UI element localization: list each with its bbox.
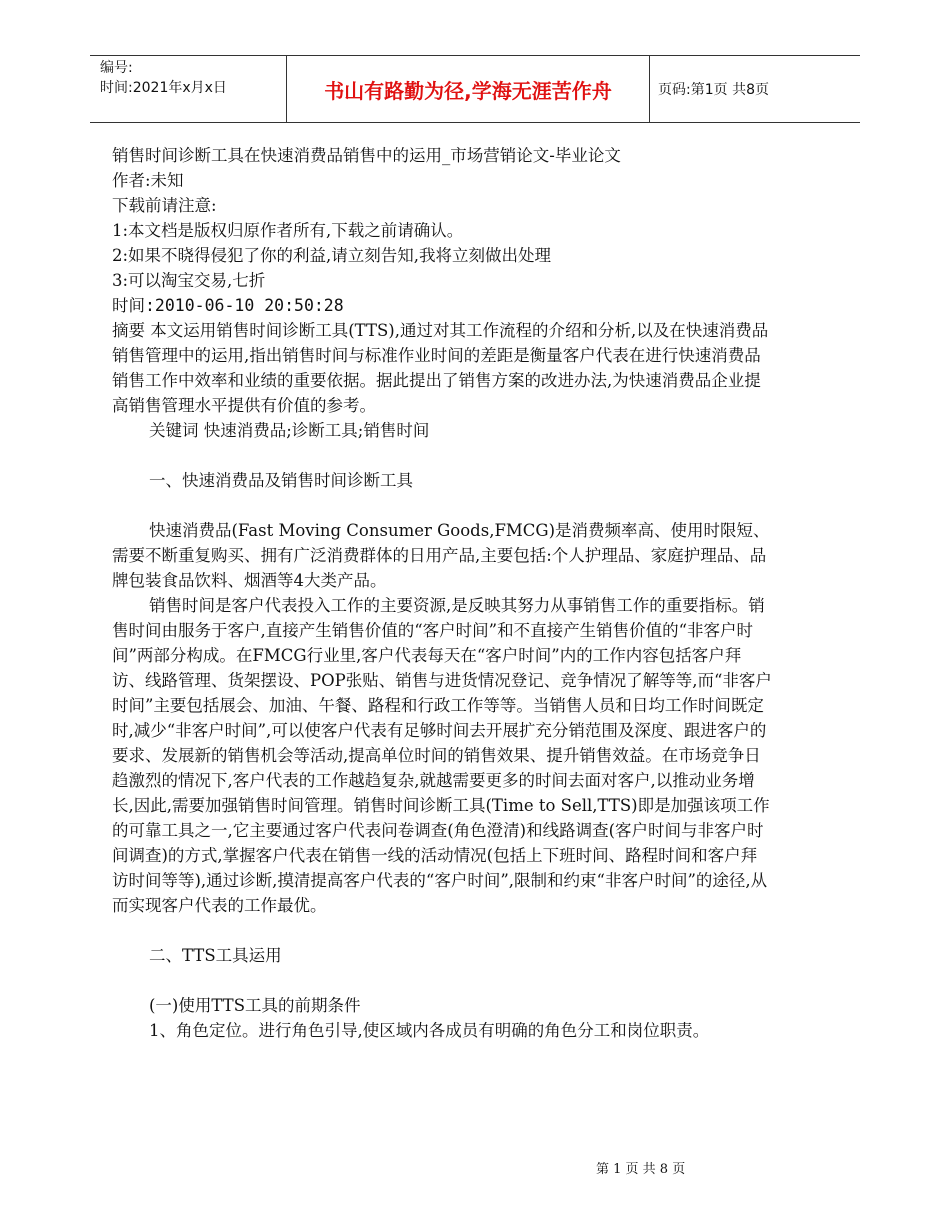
notice-heading: 下载前请注意: xyxy=(112,196,217,215)
notice-item-2: 2:如果不晓得侵犯了你的利益,请立刻告知,我将立刻做出处理 xyxy=(112,246,552,265)
doc-title: 销售时间诊断工具在快速消费品销售中的运用_市场营销论文-毕业论文 xyxy=(112,146,621,165)
keywords: 关键词 快速消费品;诊断工具;销售时间 xyxy=(149,421,430,440)
subsection-1-title: (一)使用TTS工具的前期条件 xyxy=(149,996,361,1015)
notice-item-3: 3:可以淘宝交易,七折 xyxy=(112,271,266,290)
section-2-title: 二、TTS工具运用 xyxy=(149,946,282,965)
page-footer: 第 1 页 共 8 页 xyxy=(596,1162,686,1177)
doc-time: 时间:2010-06-10 20:50:28 xyxy=(112,296,344,315)
header-motto: 书山有路勤为径,学海无涯苦作舟 xyxy=(286,56,650,122)
notice-item-1: 1:本文档是版权归原作者所有,下载之前请确认。 xyxy=(112,221,464,240)
doc-author: 作者:未知 xyxy=(112,171,184,190)
page-header xyxy=(90,55,860,123)
header-page-info: 页码:第1页 共8页 xyxy=(658,82,769,98)
paragraph-2: 销售时间是客户代表投入工作的主要资源,是反映其努力从事销售工作的重要指标。销售时间由服务于客户,直接产生销售价值的“客户时间”和不直接产生销售价值的“非客户时间”两部分构成。在FMCG行业里,客户代表每天在“客户时间”内的工作内容包括客户拜访、线路管理、货架摆设、POP张贴、销售与进货情况登记、竞争情况了解等等,而“非客户时间”主要包括展会、加油、午餐、路程和行政工作等等。当销售人员和日均工作时间既定时,减少“非客户时间”,可以使客户代表有足够时间去开展扩充分销范围及深度、跟进客户的要求、发展新的销售机会等活动,提高单位时间的销售效果、提升销售效益。在市场竞争日趋激烈的情况下,客户代表的工作越趋复杂,就越需要更多的时间去面对客户,以推动业务增长,因此,需要加强销售时间管理。销售时间诊断工具(Time to Sell,TTS)即是加强该项工作的可靠工具之一,它主要通过客户代表问卷调查(角色澄清)和线路调查(客户时间与非客户时间调查)的方式,掌握客户代表在销售一线的活动情况(包括上下班时间、路程时间和客户拜访时间等等),通过诊断,摸清提高客户代表的“客户时间”,限制和约束“非客户时间”的途径,从而实现客户代表的工作最优。 xyxy=(112,596,772,915)
paragraph-1: 快速消费品(Fast Moving Consumer Goods,FMCG)是消费频率高、使用时限短、需要不断重复购买、拥有广泛消费群体的日用产品,主要包括:个人护理品、家庭护理品、品牌包装食品饮料、烟酒等4大类产品。 xyxy=(112,521,770,590)
serial-label: 编号: xyxy=(100,60,133,76)
header-meta xyxy=(90,56,286,122)
abstract: 摘要 本文运用销售时间诊断工具(TTS),通过对其工作流程的介绍和分析,以及在快速消费品销售管理中的运用,指出销售时间与标准作业时间的差距是衡量客户代表在进行快速消费品销售工作中效率和业绩的重要依据。据此提出了销售方案的改进办法,为快速消费品企业提高销售管理水平提供有价值的参考。 xyxy=(112,321,769,415)
section-1-title: 一、快速消费品及销售时间诊断工具 xyxy=(149,471,413,490)
item-1: 1、角色定位。进行角色引导,使区域内各成员有明确的角色分工和岗位职责。 xyxy=(149,1021,710,1040)
time-label: 时间:2021年x月x日 xyxy=(100,80,227,96)
document-body xyxy=(112,143,772,1043)
